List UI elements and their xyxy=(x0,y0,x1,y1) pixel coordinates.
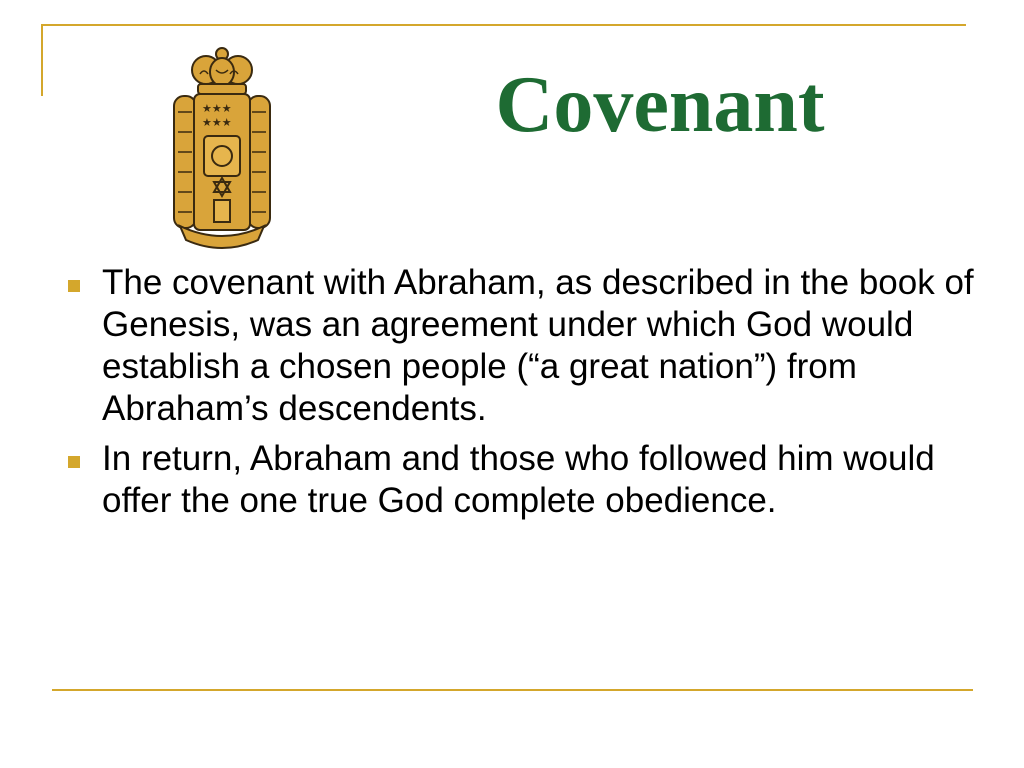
bullet-item xyxy=(62,262,992,430)
torah-scroll-icon xyxy=(160,40,284,252)
slide-title: Covenant xyxy=(495,61,825,149)
svg-text:★★★: ★★★ xyxy=(202,102,232,115)
crown-icon xyxy=(192,48,252,94)
bullet-item xyxy=(62,438,992,522)
square-bullet-icon xyxy=(68,280,80,292)
svg-text:★★★: ★★★ xyxy=(202,116,232,129)
bullet-text: The covenant with Abraham, as described in the book of Genesis, was an agreement under which God would establish a chosen people (“a great nation”) from Abraham’s descendents. xyxy=(102,263,974,428)
bullet-list xyxy=(62,262,992,530)
bottom-rule xyxy=(52,689,973,691)
torah-mantle xyxy=(194,94,250,230)
square-bullet-icon xyxy=(68,456,80,468)
bullet-text: In return, Abraham and those who followed him would offer the one true God complete obedience. xyxy=(102,439,935,520)
